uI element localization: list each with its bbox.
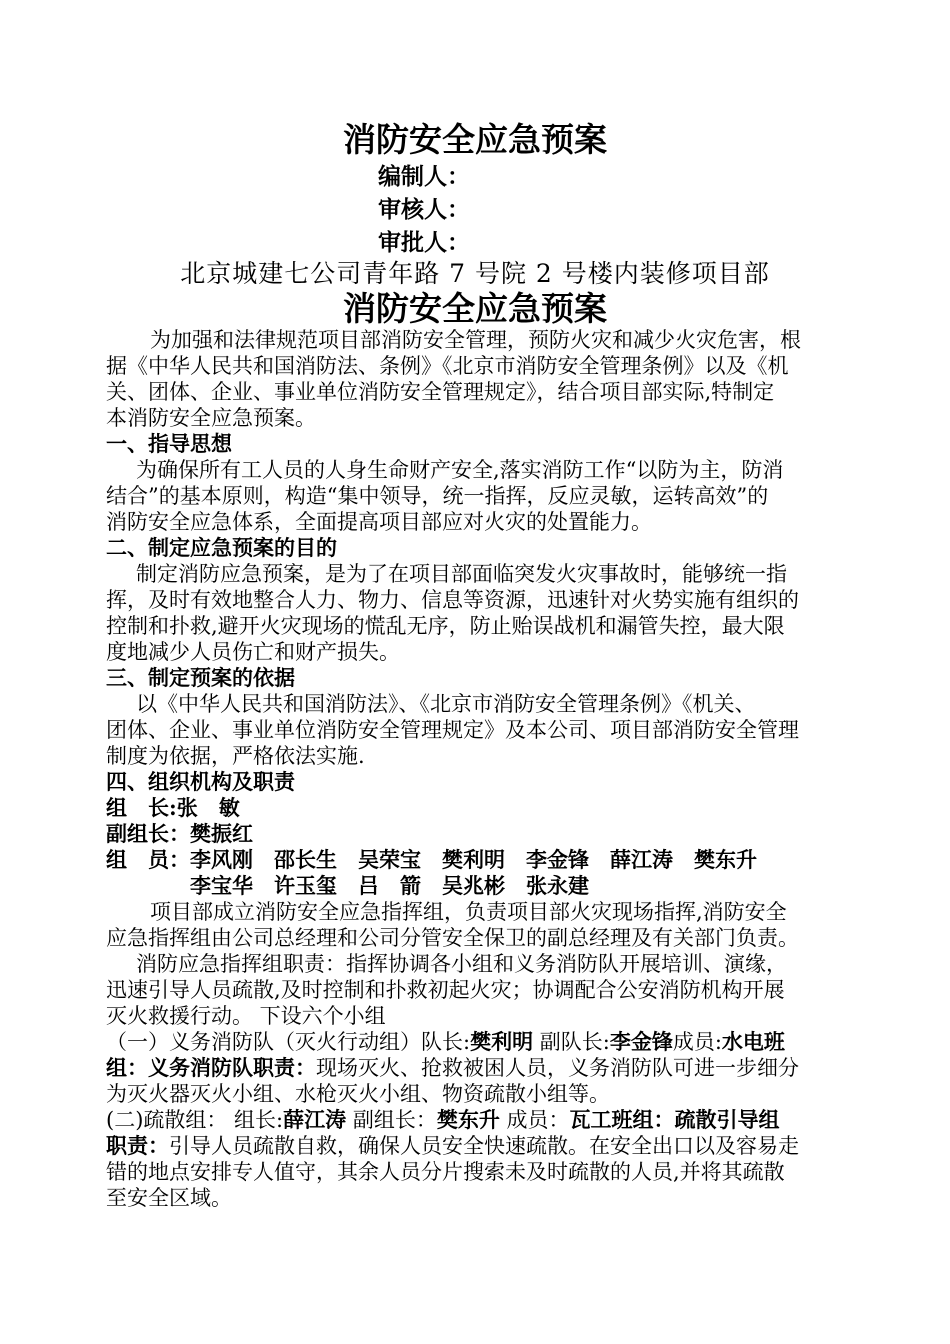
group2-line	[106, 1133, 846, 1159]
paragraph-line: 团体、企业、事业单位消防安全管理规定》及本公司、项目部消防安全管理	[106, 718, 799, 742]
group2-duty-text: 引导人员疏散自救，确保人员安全快速疏散。在安全出口以及容易走	[169, 1134, 799, 1158]
group2-leader: 薛江涛	[283, 1107, 347, 1132]
paragraph-line: 消防安全应急体系，全面提高项目部应对火灾的处置能力。	[106, 510, 652, 534]
group1-line	[106, 1055, 846, 1081]
members-line: 李宝华 许玉玺 吕 箭 吴兆彬 张永建	[190, 873, 589, 898]
group2-line: 错的地点安排专人值守，其余人员分片搜索未及时疏散的人员,并将其疏散	[106, 1160, 785, 1184]
group1-line: 为灭火器灭火小组、水枪灭火小组、物资疏散小组等。	[106, 1082, 610, 1106]
section-heading: 二、制定应急预案的目的	[106, 535, 337, 560]
group1-captain: 樊利明	[470, 1029, 534, 1054]
paragraph-line: 以《中华人民共和国消防法》、《北京市消防安全管理条例》《机关、	[136, 692, 756, 716]
group2-label: (二)疏散组： 组长:	[106, 1108, 284, 1132]
group2-members: 瓦工班组：疏散引导组	[569, 1107, 780, 1132]
intro-line: 为加强和法律规范项目部消防安全管理，预防火灾和减少火灾危害，根	[150, 328, 801, 352]
paragraph-line: 控制和扑救,避开火灾现场的慌乱无序，防止贻误战机和漏管失控，最大限	[106, 614, 785, 638]
section-heading: 三、制定预案的依据	[106, 665, 295, 690]
paragraph-line: 灭火救援行动。 下设六个小组	[106, 1004, 386, 1028]
deputy-line: 副组长：樊振红	[106, 821, 253, 846]
group2-deputy: 樊东升	[436, 1107, 500, 1132]
paragraph-line: 项目部成立消防安全应急指挥组，负责项目部火灾现场指挥,消防安全	[150, 900, 787, 924]
group1-members-label: 成员:	[672, 1030, 722, 1054]
group1-duty-text: 现场灭火、抢救被困人员，义务消防队可进一步细分	[316, 1056, 799, 1080]
intro-line: 本消防安全应急预案。	[106, 406, 316, 430]
group2-deputy-label: 副组长：	[346, 1108, 437, 1132]
members-line: 组 员：李风刚 邵长生 吴荣宝 樊利明 李金锋 薛江涛 樊东升	[106, 847, 757, 872]
paragraph-line: 迅速引导人员疏散,及时控制和扑救初起火灾；协调配合公安消防机构开展	[106, 978, 785, 1002]
paragraph-line: 应急指挥组由公司总经理和公司分管安全保卫的副总经理及有关部门负责。	[106, 926, 799, 950]
section-heading: 一、指导思想	[106, 431, 232, 456]
paragraph-line: 制度为依据，严格依法实施.	[106, 744, 365, 768]
paragraph-line: 结合”的基本原则，构造“集中领导，统一指挥，反应灵敏，运转高效”的	[106, 484, 769, 508]
leader-line: 组 长:张 敏	[106, 795, 240, 820]
organization-name: 北京城建七公司青年路 7 号院 2 号楼内装修项目部	[180, 259, 770, 288]
intro-line: 关、团体、企业、事业单位消防安全管理规定》，结合项目部实际,特制定	[106, 380, 775, 404]
group2-line	[106, 1107, 846, 1133]
editor-label: 编制人：	[378, 163, 470, 190]
intro-line: 据《中华人民共和国消防法、条例》《北京市消防安全管理条例》以及《机	[106, 354, 789, 378]
group1-deputy: 李金锋	[609, 1029, 673, 1054]
group2-line: 至安全区域。	[106, 1186, 232, 1210]
reviewer-label: 审核人：	[378, 196, 470, 223]
group1-duty-label: 组：义务消防队职责：	[106, 1055, 316, 1080]
paragraph-line: 度地减少人员伤亡和财产损失。	[106, 640, 400, 664]
paragraph-line: 消防应急指挥组职责：指挥协调各小组和义务消防队开展培训、演缘，	[136, 952, 787, 976]
group2-duty-label: 职责：	[106, 1133, 169, 1158]
section-heading: 四、组织机构及职责	[106, 769, 295, 794]
group1-label: （一）义务消防队（灭火行动组）队长:	[106, 1030, 471, 1054]
group1-line	[106, 1029, 846, 1055]
group1-deputy-label: 副队长:	[533, 1030, 610, 1054]
approver-label: 审批人：	[378, 229, 470, 256]
paragraph-line: 为确保所有工人员的人身生命财产安全,落实消防工作“以防为主，防消	[136, 458, 784, 482]
document-subtitle: 消防安全应急预案	[343, 289, 607, 328]
paragraph-line: 制定消防应急预案，是为了在项目部面临突发火灾事故时，能够统一指	[136, 562, 787, 586]
group1-members: 水电班	[721, 1029, 785, 1054]
group2-members-label: 成员：	[499, 1108, 570, 1132]
paragraph-line: 挥，及时有效地整合人力、物力、信息等资源，迅速针对火势实施有组织的	[106, 588, 799, 612]
document-title: 消防安全应急预案	[343, 120, 607, 159]
